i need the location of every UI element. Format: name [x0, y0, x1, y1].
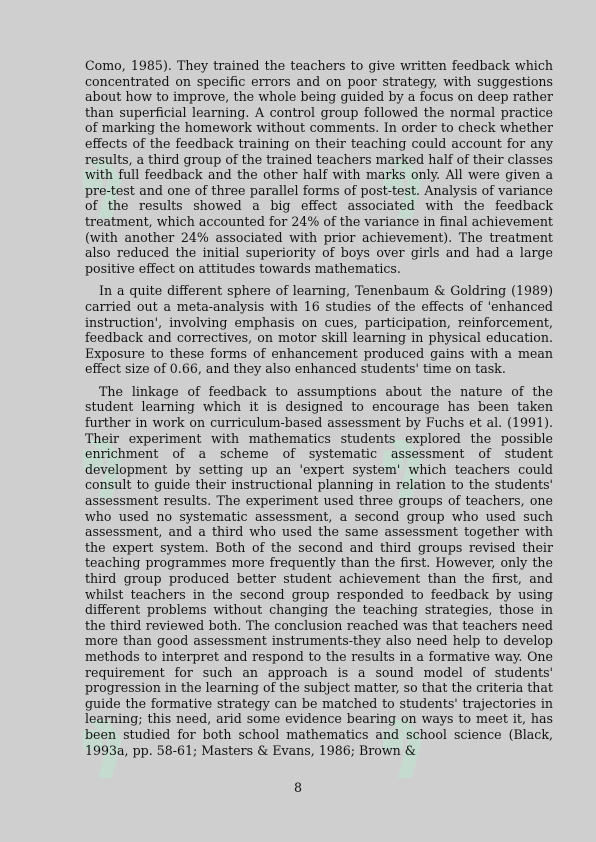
paragraph-tenenbaum: In a quite different sphere of learning, Tenenbaum & Goldring (1989) carried out a meta-analysis with 16 studies of the effects of 'enhanced instruction', involving emphasis on cues, participation, reinforcement, feedback and correctives, on motor skill learning in physical education. Exposure to these forms of enhancement produced gains with a mean effect size of 0.66, and they also enhanced students' time on task.	[85, 283, 553, 377]
paragraph-continued: Como, 1985). They trained the teachers to give written feedback which concentrated on specific errors and on poor strategy, with suggestions about how to improve, the whole being guided by a focus on deep rather than superficial learning. A control group followed the normal practice of marking the homework without comments. In order to check whether effects of the feedback training on their teaching could account for any results, a third group of the trained teachers marked half of their classes with full feedback and the other half with marks only. All were given a pre-test and one of three parallel forms of post-test. Analysis of variance of the results showed a big effect associated with the feedback treatment, which accounted for 24% of the variance in final achievement (with another 24% associated with prior achievement). The treatment also reduced the initial superiority of boys over girls and had a large positive effect on attitudes towards mathematics.	[85, 58, 553, 276]
paragraph-feedback-linkage: The linkage of feedback to assumptions about the nature of the student learning which it is designed to encourage has been taken further in work on curriculum-based assessment by Fuchs et al. (1991). Their experiment with mathematics students explored the possible enrichment of a scheme of systematic assessment of student development by setting up an 'expert system' which teachers could consult to guide their instructional planning in relation to the students' assessment results. The experiment used three groups of teachers, one who used no systematic assessment, a second group who used such assessment, and a third who used the same assessment together with the expert system. Both of the second and third groups revised their teaching programmes more frequently than the first. However, only the third group produced better student achievement than the first, and whilst teachers in the second group responded to feedback by using different problems without changing the teaching strategies, those in the third reviewed both. The conclusion reached was that teachers need more than good assessment instruments-they also need help to develop methods to interpret and respond to the results in a formative way. One requirement for such an approach is a sound model of students' progression in the learning of the subject matter, so that the criteria that guide the formative strategy can be matched to students' trajectories in learning; this need, arid some evidence bearing on ways to meet it, has been studied for both school mathematics and school science (Black, 1993a, pp. 58-61; Masters & Evans, 1986; Brown &	[85, 383, 553, 758]
page-number: 8	[293, 780, 302, 795]
document-body	[85, 58, 553, 758]
